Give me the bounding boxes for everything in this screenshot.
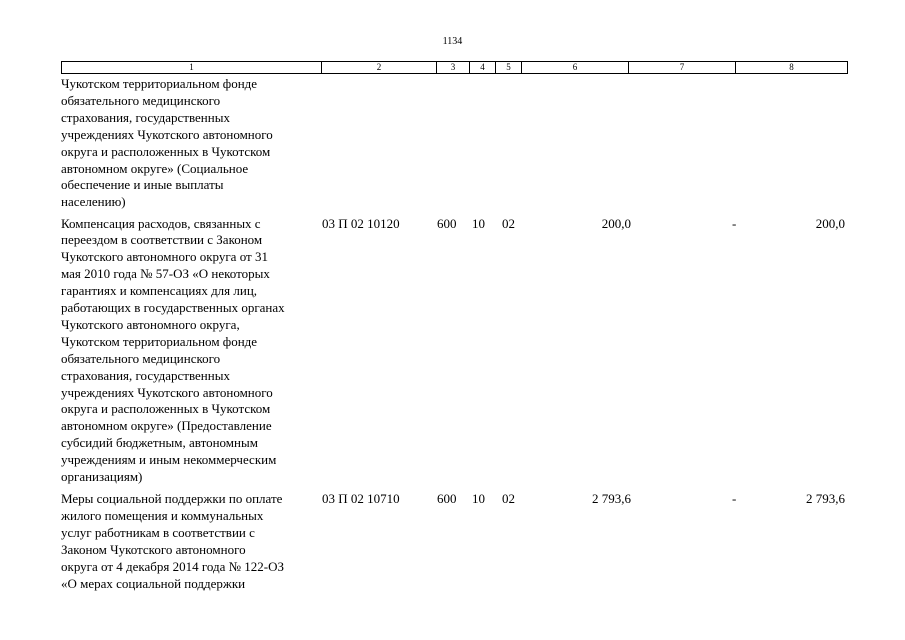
column-3-cell: 600 bbox=[437, 491, 457, 506]
column-6-cell: 200,0 bbox=[601, 215, 631, 231]
column-header-8: 8 bbox=[736, 62, 848, 74]
description-line: гарантиях и компенсациях для лиц, bbox=[61, 283, 258, 299]
description-line: Компенсация расходов, связанных с bbox=[61, 215, 261, 231]
column-header-5: 5 bbox=[496, 62, 522, 74]
description-line: страхования, государственных bbox=[61, 109, 230, 125]
column-header-3: 3 bbox=[437, 62, 470, 74]
description-line: «О мерах социальной поддержки bbox=[61, 575, 246, 591]
description-line: Чукотского автономного округа, bbox=[61, 316, 240, 332]
page-number: 1134 bbox=[442, 36, 463, 47]
column-4-cell: 10 bbox=[472, 491, 485, 506]
description-line: Чукотского автономного округа от 31 bbox=[61, 249, 268, 265]
description-line: страхования, государственных bbox=[61, 367, 230, 383]
column-header-4: 4 bbox=[470, 62, 496, 74]
description-line: учреждениям и иным некоммерческим bbox=[61, 452, 277, 468]
description-line: Чукотском территориальном фонде bbox=[61, 333, 258, 349]
description-line: учреждениях Чукотского автономного bbox=[61, 126, 273, 142]
column-7-cell: - bbox=[732, 215, 737, 231]
description-line: обеспечение и иные выплаты bbox=[61, 177, 224, 193]
description-line: автономном округе» (Предоставление bbox=[61, 418, 272, 434]
column-4-cell: 10 bbox=[472, 215, 485, 231]
column-5-cell: 02 bbox=[502, 215, 515, 231]
column-header-1: 1 bbox=[62, 62, 322, 74]
description-line: обязательного медицинского bbox=[61, 350, 221, 366]
column-8-cell: 200,0 bbox=[815, 215, 845, 231]
column-8-cell: 2 793,6 bbox=[806, 491, 845, 506]
description-line: Законом Чукотского автономного bbox=[61, 541, 246, 557]
column-header-7: 7 bbox=[629, 62, 736, 74]
description-line: субсидий бюджетным, автономным bbox=[61, 435, 258, 451]
column-header-2: 2 bbox=[322, 62, 437, 74]
description-line: округа и расположенных в Чукотском bbox=[61, 401, 271, 417]
description-line: жилого помещения и коммунальных bbox=[61, 507, 264, 523]
description-line: населению) bbox=[61, 194, 126, 210]
column-header-row bbox=[61, 61, 848, 74]
description-line: автономном округе» (Социальное bbox=[61, 160, 249, 176]
description-line: услуг работникам в соответствии с bbox=[61, 524, 255, 540]
column-6-cell: 2 793,6 bbox=[592, 491, 631, 506]
row-description bbox=[61, 76, 323, 211]
column-5-cell: 02 bbox=[502, 491, 515, 506]
description-line: округа от 4 декабря 2014 года № 122-ОЗ bbox=[61, 558, 285, 574]
description-line: округа и расположенных в Чукотском bbox=[61, 143, 271, 159]
column-7-cell: - bbox=[732, 491, 737, 506]
description-line: организациям) bbox=[61, 469, 143, 485]
code-cell: 03 П 02 10710 bbox=[322, 491, 400, 506]
description-line: переездом в соответствии с Законом bbox=[61, 232, 263, 248]
description-line: Меры социальной поддержки по оплате bbox=[61, 491, 283, 506]
column-3-cell: 600 bbox=[437, 215, 457, 231]
description-line: обязательного медицинского bbox=[61, 92, 221, 108]
description-line: работающих в государственных органах bbox=[61, 300, 285, 316]
description-line: Чукотском территориальном фонде bbox=[61, 76, 258, 91]
description-line: учреждениях Чукотского автономного bbox=[61, 384, 273, 400]
row-description bbox=[61, 491, 323, 592]
code-cell: 03 П 02 10120 bbox=[322, 215, 400, 231]
column-header-6: 6 bbox=[522, 62, 629, 74]
description-line: мая 2010 года № 57-ОЗ «О некоторых bbox=[61, 266, 270, 282]
row-description bbox=[61, 216, 323, 487]
